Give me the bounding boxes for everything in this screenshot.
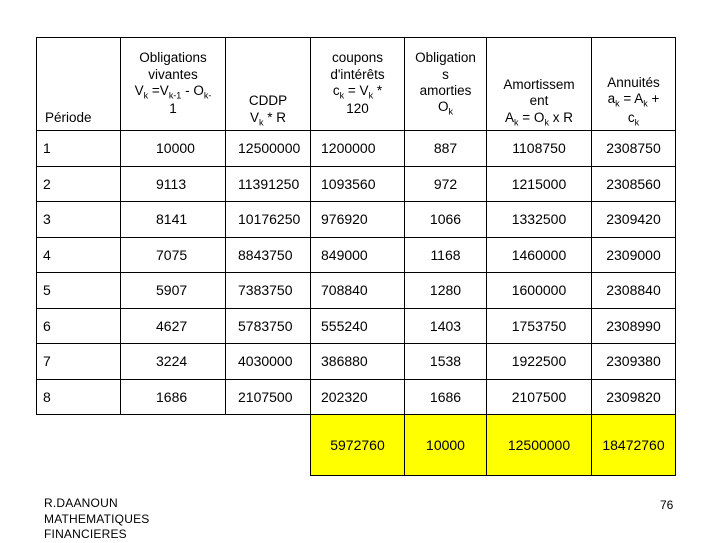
cell-amorties: 1403	[405, 308, 487, 344]
cell-cddp: 5783750	[226, 308, 311, 344]
cell-vivantes: 7075	[121, 237, 226, 273]
footer-line: MATHEMATIQUES	[44, 511, 150, 526]
total-annuites: 18472760	[592, 415, 676, 476]
cell-annuite: 2308990	[592, 308, 676, 344]
cell-cddp: 12500000	[226, 131, 311, 167]
header-cddp: CDDP $V_k$ * R	[226, 38, 311, 131]
cell-amorties: 1538	[405, 344, 487, 380]
cell-amorties: 887	[405, 131, 487, 167]
table-row	[37, 166, 676, 202]
cell-cddp: 11391250	[226, 166, 311, 202]
cell-amorties: 1066	[405, 202, 487, 238]
empty-cell	[226, 415, 311, 476]
amortization-table	[36, 37, 676, 476]
cell-amortissement: 1922500	[487, 344, 592, 380]
total-coupons: 5972760	[311, 415, 405, 476]
cell-vivantes: 9113	[121, 166, 226, 202]
table-row	[37, 237, 676, 273]
table-row	[37, 202, 676, 238]
cell-amortissement: 1215000	[487, 166, 592, 202]
cell-amorties: 1280	[405, 273, 487, 309]
cell-vivantes: 1686	[121, 379, 226, 415]
page-number: 76	[660, 498, 674, 512]
cell-amortissement: 1753750	[487, 308, 592, 344]
cell-amorties: 1168	[405, 237, 487, 273]
footer-line: R.DAANOUN	[44, 496, 118, 510]
totals-row	[37, 415, 676, 476]
header-obligations-amorties: Obligation s amorties $O_k$	[405, 38, 487, 131]
header-obligations-vivantes: Obligations vivantes $V_k =V_{k-1} - O_{k-}$ 1	[121, 38, 226, 131]
cell-amortissement: 1108750	[487, 131, 592, 167]
cell-cddp: 10176250	[226, 202, 311, 238]
header-periode: Période	[37, 38, 121, 131]
cell-coupons: 1200000	[311, 131, 405, 167]
header-coupons: coupons d'intérêts $c_k = V_k$ * 120	[311, 38, 405, 131]
cell-annuite: 2309380	[592, 344, 676, 380]
cell-cddp: 4030000	[226, 344, 311, 380]
cell-cddp: 8843750	[226, 237, 311, 273]
cell-annuite: 2309000	[592, 237, 676, 273]
table-row	[37, 379, 676, 415]
table-body	[37, 131, 676, 476]
empty-cell	[121, 415, 226, 476]
cell-vivantes: 3224	[121, 344, 226, 380]
table-row	[37, 344, 676, 380]
cell-coupons: 202320	[311, 379, 405, 415]
cell-coupons: 555240	[311, 308, 405, 344]
cell-annuite: 2308560	[592, 166, 676, 202]
cell-annuite: 2308750	[592, 131, 676, 167]
footer-author	[44, 496, 150, 543]
header-annuites: Annuités $a_k = A_k$ + $c_k$	[592, 38, 676, 131]
header-amortissement: Amortissem ent $A_k = O_k$ x R	[487, 38, 592, 131]
cell-vivantes: 10000	[121, 131, 226, 167]
table-row	[37, 273, 676, 309]
header-row	[37, 38, 676, 131]
cell-periode: 1	[37, 131, 121, 167]
cell-vivantes: 5907	[121, 273, 226, 309]
cell-periode: 5	[37, 273, 121, 309]
cell-annuite: 2309820	[592, 379, 676, 415]
cell-coupons: 976920	[311, 202, 405, 238]
cell-amortissement: 1332500	[487, 202, 592, 238]
cell-coupons: 849000	[311, 237, 405, 273]
cell-amortissement: 1600000	[487, 273, 592, 309]
cell-vivantes: 8141	[121, 202, 226, 238]
table-row	[37, 131, 676, 167]
cell-coupons: 1093560	[311, 166, 405, 202]
cell-amortissement: 1460000	[487, 237, 592, 273]
cell-coupons: 386880	[311, 344, 405, 380]
cell-periode: 4	[37, 237, 121, 273]
cell-periode: 3	[37, 202, 121, 238]
cell-coupons: 708840	[311, 273, 405, 309]
cell-periode: 6	[37, 308, 121, 344]
cell-vivantes: 4627	[121, 308, 226, 344]
cell-annuite: 2309420	[592, 202, 676, 238]
cell-periode: 7	[37, 344, 121, 380]
table-row	[37, 308, 676, 344]
cell-cddp: 2107500	[226, 379, 311, 415]
cell-cddp: 7383750	[226, 273, 311, 309]
cell-periode: 8	[37, 379, 121, 415]
cell-amortissement: 2107500	[487, 379, 592, 415]
total-amortissement: 12500000	[487, 415, 592, 476]
total-amorties: 10000	[405, 415, 487, 476]
cell-amorties: 1686	[405, 379, 487, 415]
cell-amorties: 972	[405, 166, 487, 202]
cell-annuite: 2308840	[592, 273, 676, 309]
empty-cell	[37, 415, 121, 476]
footer-line: FINANCIERES	[44, 527, 127, 542]
cell-periode: 2	[37, 166, 121, 202]
